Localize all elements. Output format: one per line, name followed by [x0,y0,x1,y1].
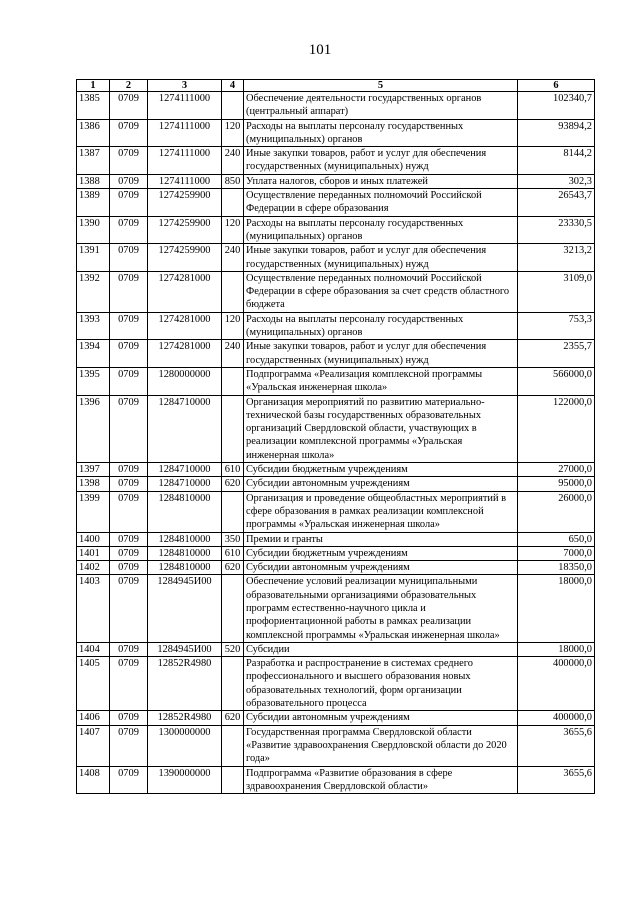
cell-code: 1274259900 [148,189,222,217]
table-row [77,147,595,175]
cell-sum: 23330,5 [518,216,595,244]
header-cell: 6 [518,80,595,92]
cell-sum: 2355,7 [518,340,595,368]
cell-sec: 0709 [110,271,148,312]
cell-code: 1284710000 [148,395,222,462]
cell-sec: 0709 [110,312,148,340]
cell-vr: 610 [222,546,244,560]
table-row [77,395,595,462]
cell-n: 1394 [77,340,110,368]
cell-code: 1284945И00 [148,575,222,642]
cell-sec: 0709 [110,657,148,711]
cell-sum: 3655,6 [518,725,595,766]
cell-vr [222,92,244,120]
cell-sum: 400000,0 [518,711,595,725]
table-row [77,642,595,656]
cell-sec: 0709 [110,92,148,120]
table-row [77,561,595,575]
cell-sec: 0709 [110,340,148,368]
table-row [77,271,595,312]
cell-vr [222,575,244,642]
cell-sum: 566000,0 [518,367,595,395]
cell-code: 1284810000 [148,532,222,546]
cell-code: 1274281000 [148,312,222,340]
cell-code: 1280000000 [148,367,222,395]
cell-n: 1393 [77,312,110,340]
cell-code: 1274111000 [148,92,222,120]
cell-sum: 302,3 [518,174,595,188]
cell-name: Обеспечение деятельности государственных органов (центральный аппарат) [244,92,518,120]
cell-name: Организация мероприятий по развитию материально-технической базы государственных образовательных организаций Свердловской области, участвующих в реализации комплексной программы «Уральская инженерная школа» [244,395,518,462]
cell-vr [222,367,244,395]
cell-name: Иные закупки товаров, работ и услуг для обеспечения государственных (муниципальных) нужд [244,147,518,175]
header-cell: 5 [244,80,518,92]
cell-vr: 240 [222,244,244,272]
cell-sum: 27000,0 [518,463,595,477]
cell-sum: 26000,0 [518,491,595,532]
cell-n: 1406 [77,711,110,725]
cell-sec: 0709 [110,766,148,794]
cell-vr: 120 [222,119,244,147]
cell-sec: 0709 [110,216,148,244]
cell-sec: 0709 [110,119,148,147]
table-row [77,244,595,272]
cell-code: 1274259900 [148,216,222,244]
cell-sec: 0709 [110,395,148,462]
cell-code: 12852R4980 [148,657,222,711]
header-cell: 4 [222,80,244,92]
cell-code: 1284710000 [148,477,222,491]
cell-vr: 120 [222,312,244,340]
cell-n: 1400 [77,532,110,546]
cell-code: 1284810000 [148,546,222,560]
cell-sec: 0709 [110,575,148,642]
cell-name: Субсидии автономным учреждениям [244,711,518,725]
cell-n: 1397 [77,463,110,477]
cell-name: Субсидии бюджетным учреждениям [244,546,518,560]
cell-name: Субсидии бюджетным учреждениям [244,463,518,477]
header-cell: 3 [148,80,222,92]
cell-n: 1407 [77,725,110,766]
cell-n: 1403 [77,575,110,642]
table-row [77,575,595,642]
cell-vr: 620 [222,561,244,575]
cell-sum: 122000,0 [518,395,595,462]
cell-n: 1405 [77,657,110,711]
cell-code: 1390000000 [148,766,222,794]
cell-n: 1386 [77,119,110,147]
cell-name: Осуществление переданных полномочий Российской Федерации в сфере образования за счет средств областного бюджета [244,271,518,312]
cell-n: 1396 [77,395,110,462]
table-row [77,491,595,532]
cell-name: Осуществление переданных полномочий Российской Федерации в сфере образования [244,189,518,217]
cell-vr: 120 [222,216,244,244]
table-row [77,119,595,147]
cell-sec: 0709 [110,367,148,395]
cell-vr: 350 [222,532,244,546]
cell-vr [222,271,244,312]
table-row [77,463,595,477]
cell-name: Иные закупки товаров, работ и услуг для обеспечения государственных (муниципальных) нужд [244,340,518,368]
cell-code: 1284810000 [148,491,222,532]
cell-vr: 620 [222,711,244,725]
cell-sum: 26543,7 [518,189,595,217]
cell-n: 1389 [77,189,110,217]
cell-name: Расходы на выплаты персоналу государственных (муниципальных) органов [244,119,518,147]
cell-code: 1274111000 [148,119,222,147]
cell-n: 1392 [77,271,110,312]
cell-sum: 3655,6 [518,766,595,794]
table-row [77,532,595,546]
cell-name: Обеспечение условий реализации муниципальными образовательными организациями образовательных программ естественно-научного цикла и профориентационной работы в рамках реализации комплексной программы «Уральская инженерная школа» [244,575,518,642]
cell-n: 1390 [77,216,110,244]
cell-n: 1404 [77,642,110,656]
cell-vr: 620 [222,477,244,491]
cell-name: Организация и проведение общеобластных мероприятий в сфере образования в рамках реализации комплексной программы «Уральская инженерная школа» [244,491,518,532]
budget-table [76,79,595,794]
cell-code: 1274281000 [148,340,222,368]
cell-sec: 0709 [110,532,148,546]
cell-name: Иные закупки товаров, работ и услуг для обеспечения государственных (муниципальных) нужд [244,244,518,272]
cell-n: 1385 [77,92,110,120]
cell-n: 1398 [77,477,110,491]
cell-n: 1399 [77,491,110,532]
cell-vr [222,725,244,766]
cell-vr [222,189,244,217]
cell-sec: 0709 [110,546,148,560]
cell-sec: 0709 [110,711,148,725]
table-row [77,546,595,560]
cell-vr [222,657,244,711]
cell-sum: 753,3 [518,312,595,340]
cell-sum: 3213,2 [518,244,595,272]
cell-code: 1274281000 [148,271,222,312]
cell-sum: 7000,0 [518,546,595,560]
table-row [77,174,595,188]
cell-name: Уплата налогов, сборов и иных платежей [244,174,518,188]
table-row [77,711,595,725]
cell-sec: 0709 [110,561,148,575]
cell-sec: 0709 [110,174,148,188]
cell-n: 1408 [77,766,110,794]
cell-vr: 610 [222,463,244,477]
cell-sum: 650,0 [518,532,595,546]
table-row [77,766,595,794]
table-row [77,216,595,244]
cell-name: Субсидии автономным учреждениям [244,561,518,575]
cell-sum: 102340,7 [518,92,595,120]
cell-name: Субсидии автономным учреждениям [244,477,518,491]
cell-vr [222,766,244,794]
cell-sec: 0709 [110,244,148,272]
cell-sec: 0709 [110,725,148,766]
header-cell: 2 [110,80,148,92]
cell-vr: 520 [222,642,244,656]
cell-sum: 400000,0 [518,657,595,711]
cell-sec: 0709 [110,147,148,175]
cell-code: 12852R4980 [148,711,222,725]
cell-vr: 240 [222,147,244,175]
cell-sum: 18000,0 [518,642,595,656]
cell-name: Подпрограмма «Развитие образования в сфере здравоохранения Свердловской области» [244,766,518,794]
table-row [77,312,595,340]
cell-n: 1395 [77,367,110,395]
cell-n: 1402 [77,561,110,575]
table-row [77,189,595,217]
cell-sum: 8144,2 [518,147,595,175]
cell-code: 1300000000 [148,725,222,766]
cell-name: Разработка и распространение в системах среднего профессионального и высшего образования новых образовательных технологий, форм организации образовательного процесса [244,657,518,711]
cell-n: 1388 [77,174,110,188]
cell-code: 1274111000 [148,174,222,188]
cell-code: 1274259900 [148,244,222,272]
cell-code: 1284945И00 [148,642,222,656]
cell-name: Премии и гранты [244,532,518,546]
cell-code: 1284710000 [148,463,222,477]
cell-sum: 3109,0 [518,271,595,312]
table-row [77,340,595,368]
cell-sum: 18350,0 [518,561,595,575]
cell-vr: 850 [222,174,244,188]
cell-sum: 93894,2 [518,119,595,147]
cell-name: Расходы на выплаты персоналу государственных (муниципальных) органов [244,216,518,244]
header-cell: 1 [77,80,110,92]
cell-name: Государственная программа Свердловской области «Развитие здравоохранения Свердловской области до 2020 года» [244,725,518,766]
cell-n: 1401 [77,546,110,560]
page-number: 101 [308,42,332,58]
table-header-row [77,80,595,92]
cell-name: Расходы на выплаты персоналу государственных (муниципальных) органов [244,312,518,340]
table-row [77,477,595,491]
cell-sec: 0709 [110,189,148,217]
table-row [77,367,595,395]
cell-code: 1284810000 [148,561,222,575]
cell-sec: 0709 [110,491,148,532]
cell-sec: 0709 [110,477,148,491]
cell-code: 1274111000 [148,147,222,175]
cell-sec: 0709 [110,642,148,656]
cell-vr: 240 [222,340,244,368]
table-row [77,92,595,120]
cell-n: 1391 [77,244,110,272]
table-row [77,657,595,711]
cell-name: Подпрограмма «Реализация комплексной программы «Уральская инженерная школа» [244,367,518,395]
cell-vr [222,491,244,532]
cell-vr [222,395,244,462]
cell-n: 1387 [77,147,110,175]
cell-sec: 0709 [110,463,148,477]
table-row [77,725,595,766]
cell-sum: 18000,0 [518,575,595,642]
cell-name: Субсидии [244,642,518,656]
cell-sum: 95000,0 [518,477,595,491]
